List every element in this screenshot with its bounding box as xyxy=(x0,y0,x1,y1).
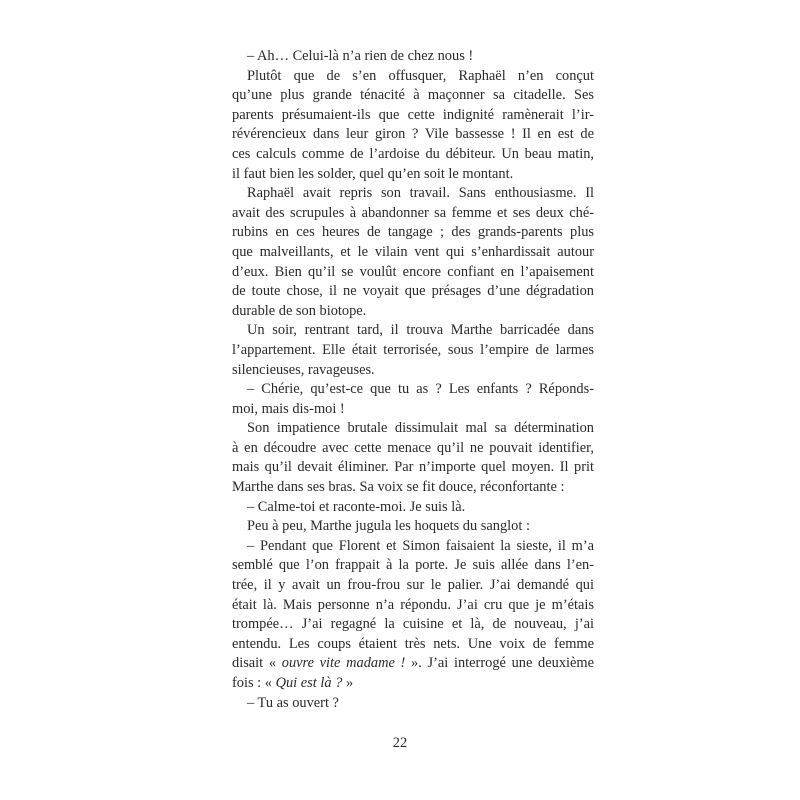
text-line: parents présumaient-ils que cette indignité ramènerait l’ir- xyxy=(232,106,594,123)
text-line: révérencieux dans leur giron ? Vile bassesse ! Il en est de xyxy=(232,126,594,143)
text-line: ces calculs comme de l’ardoise du débiteur. Un beau matin, xyxy=(232,145,594,162)
text-line: avait des scrupules à abandonner sa femme et ses deux ché- xyxy=(232,204,594,221)
text-line: – Tu as ouvert ? xyxy=(247,694,339,711)
text-line: Son impatience brutale dissimulait mal sa détermination xyxy=(247,420,594,437)
text-line: – Chérie, qu’est-ce que tu as ? Les enfants ? Réponds- xyxy=(247,381,594,398)
italic-quote: ouvre vite madame ! xyxy=(281,655,406,672)
text-line: l’appartement. Elle était terrorisée, sous l’empire de larmes xyxy=(232,341,594,358)
text-line: – Calme-toi et raconte-moi. Je suis là. xyxy=(247,498,466,515)
text-line: – Pendant que Florent et Simon faisaient la sieste, il m’a xyxy=(247,537,594,554)
text-segment: fois : « xyxy=(232,675,276,691)
text-line: Un soir, rentrant tard, il trouva Marthe barricadée dans xyxy=(247,322,594,339)
text-line: Plutôt que de s’en offusquer, Raphaël n’en conçut xyxy=(247,67,594,84)
page-number: 22 xyxy=(392,735,408,751)
text-line: qu’une plus grande ténacité à maçonner sa citadelle. Ses xyxy=(232,87,594,104)
text-line: moi, mais dis-moi ! xyxy=(232,400,345,417)
text-segment: disait « xyxy=(232,655,282,672)
text-line: entendu. Les coups étaient très nets. Une voix de femme xyxy=(232,635,594,652)
text-line: trée, il y avait un frou-frou sur le palier. J’ai demandé qui xyxy=(232,577,594,594)
text-line: silencieuses, ravageuses. xyxy=(232,361,375,378)
text-line: il faut bien les solder, quel qu’en soit le montant. xyxy=(232,165,514,182)
text-line: semblé que l’on frappait à la porte. Je suis allée dans l’en- xyxy=(232,557,594,574)
text-segment: ». J’ai interrogé une deuxième xyxy=(405,655,594,672)
text-line: de toute chose, il ne voyait que présages d’une dégradation xyxy=(232,283,594,300)
text-line: Marthe dans ses bras. Sa voix se fit douce, réconfortante : xyxy=(232,479,565,496)
text-line: mais qu’il devait éliminer. Par n’importe quel moyen. Il prit xyxy=(232,459,594,476)
text-line: était là. Mais personne n’a répondu. J’ai cru que je m’étais xyxy=(232,596,594,613)
text-line: – Ah… Celui-là n’a rien de chez nous ! xyxy=(247,48,474,64)
text-segment: » xyxy=(342,675,354,691)
text-line: d’eux. Bien qu’il se voulût encore confiant en l’apaisement xyxy=(232,263,594,280)
text-line xyxy=(232,674,594,694)
page-body-text xyxy=(232,47,594,713)
italic-quote: Qui est là ? xyxy=(275,675,343,691)
text-line: trompée… J’ai regagné la cuisine et là, de nouveau, j’ai xyxy=(232,616,594,633)
text-line xyxy=(232,654,594,674)
text-line: durable de son biotope. xyxy=(232,302,367,319)
text-line: que malveillants, et le vilain vent qui s’enhardissait autour xyxy=(232,243,594,260)
text-line: à en découdre avec cette menace qu’il ne pouvait identifier, xyxy=(232,439,594,456)
text-line: Peu à peu, Marthe jugula les hoquets du sanglot : xyxy=(247,518,530,535)
text-line: Raphaël avait repris son travail. Sans enthousiasme. Il xyxy=(247,185,594,202)
text-line: rubins en ces heures de tangage ; des grands-parents plus xyxy=(232,224,594,241)
